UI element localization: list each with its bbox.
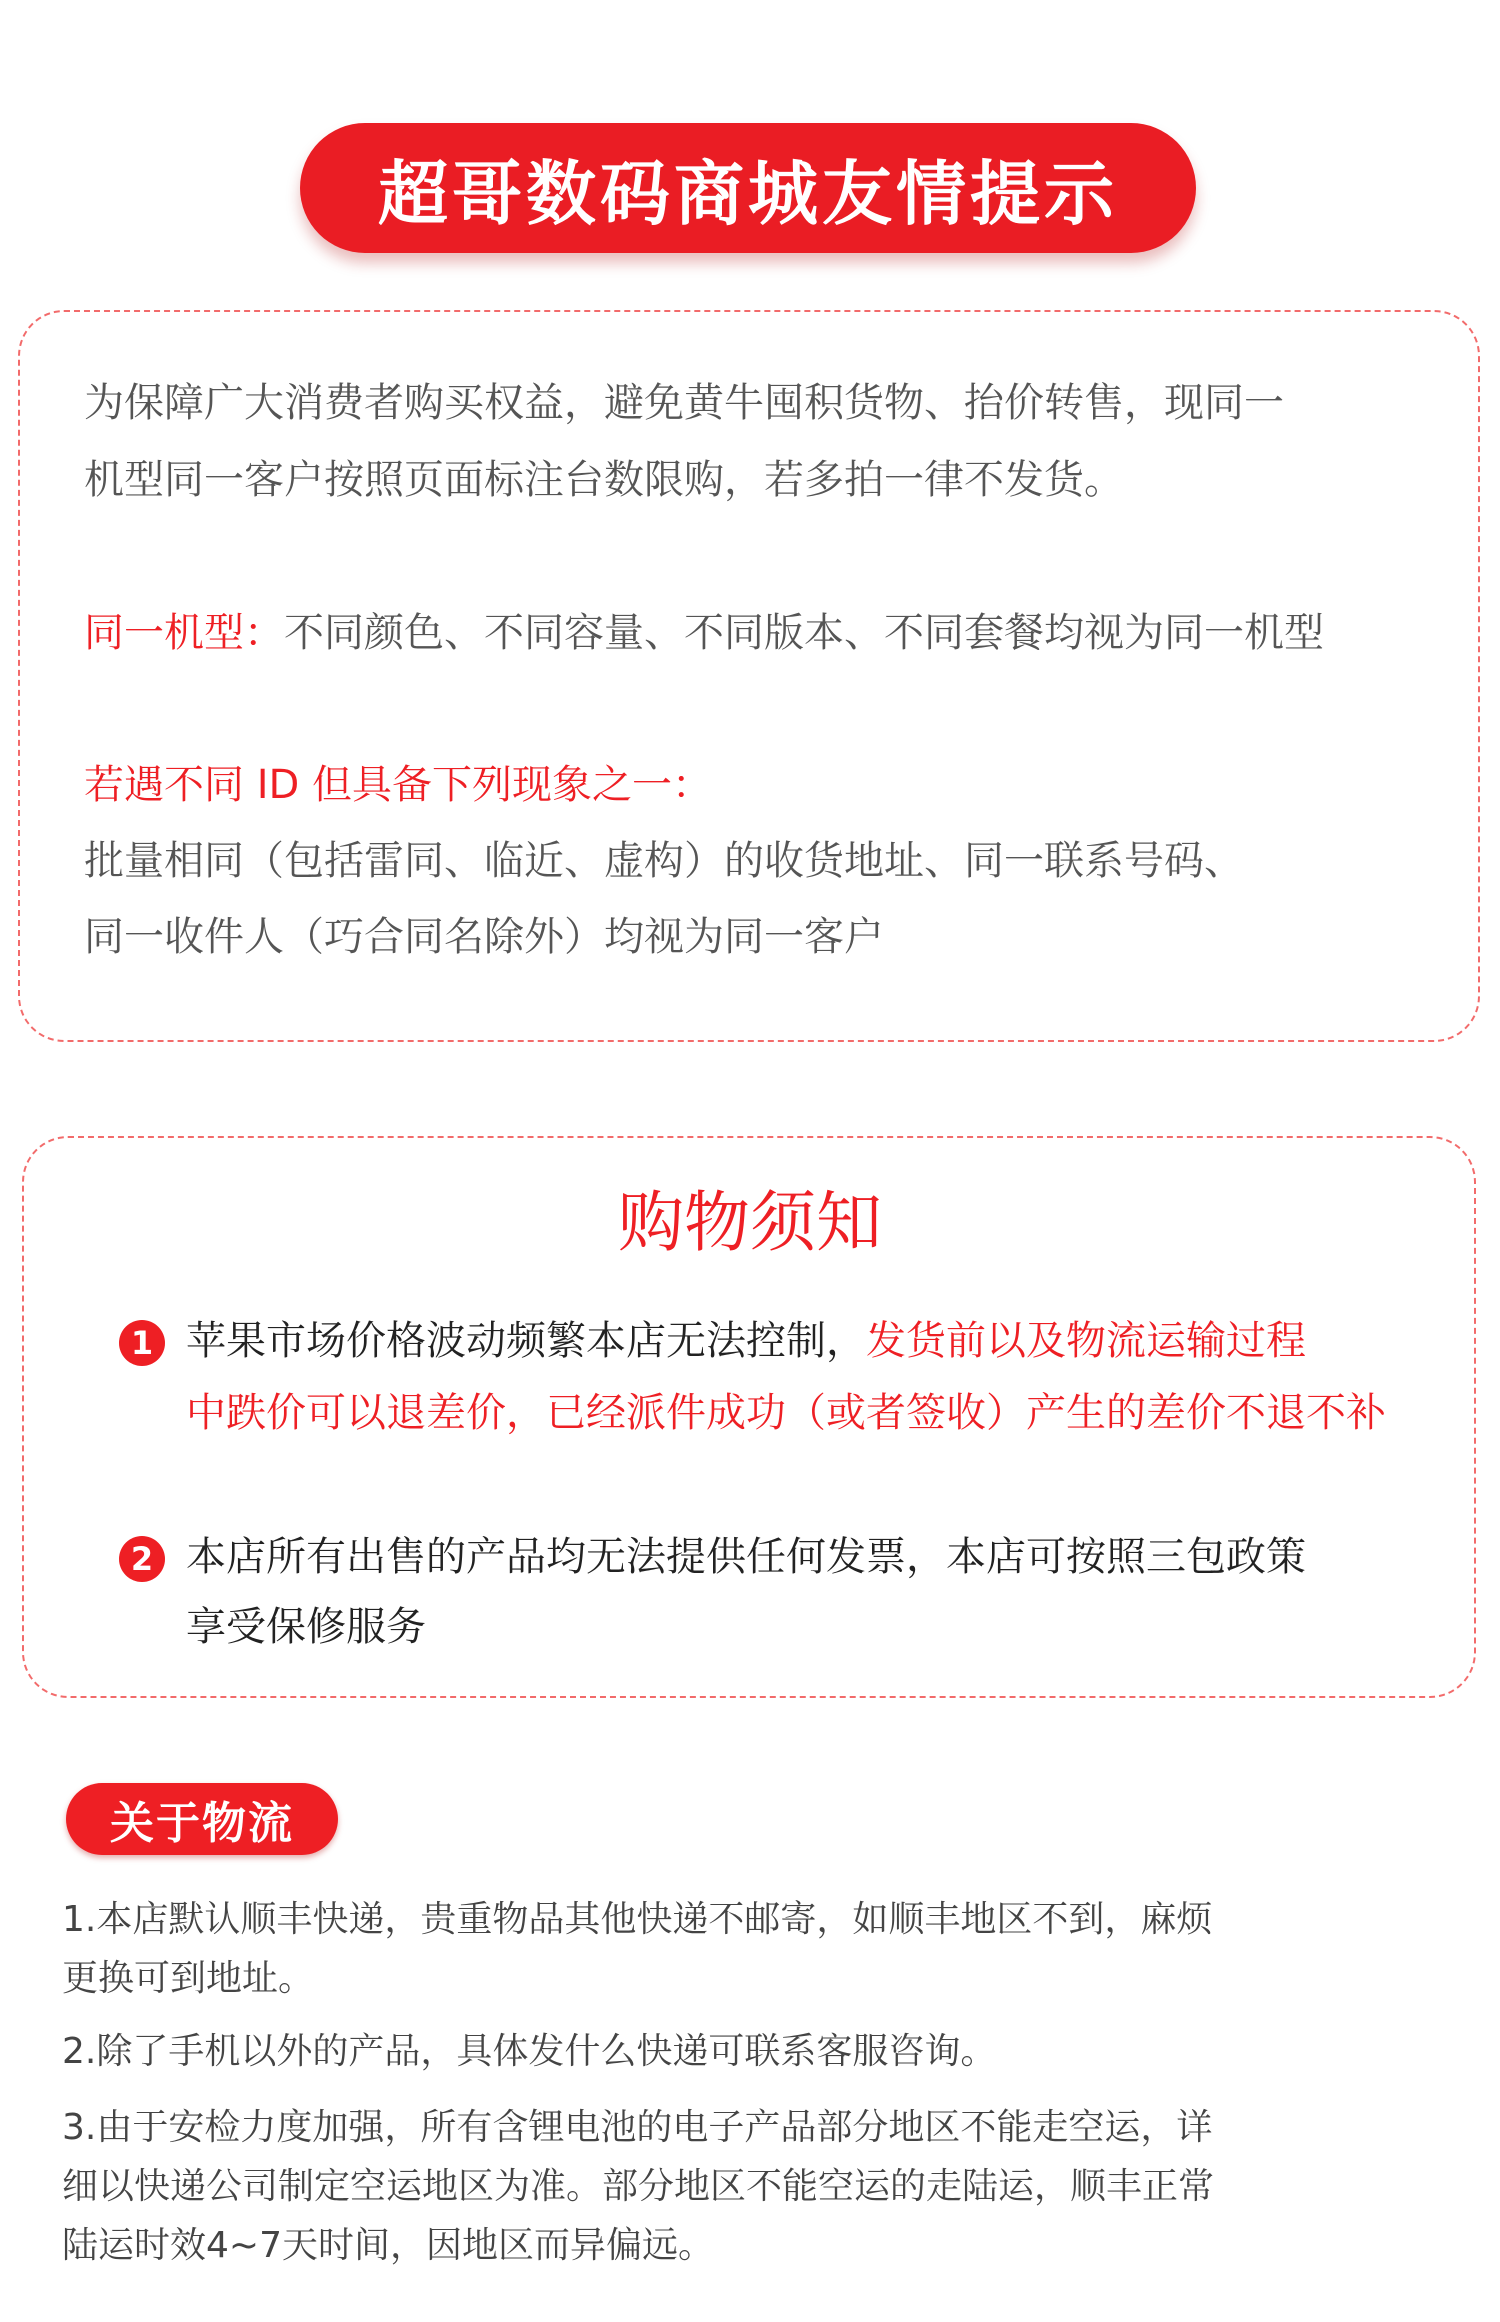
- shopping-item-1-red: 发货前以及物流运输过程: [866, 1318, 1306, 1364]
- number-badge-1: 1: [119, 1320, 165, 1366]
- logistics-line-6: 陆运时效4~7天时间，因地区而异偏远。: [62, 2225, 714, 2266]
- logistics-line-5: 细以快递公司制定空运地区为准。部分地区不能空运的走陆运，顺丰正常: [62, 2166, 1215, 2207]
- logistics-line-4: 3.由于安检力度加强，所有含锂电池的电子产品部分地区不能走空运，详: [62, 2107, 1213, 2148]
- diff-id-line2: 同一收件人（巧合同名除外）均视为同一客户: [84, 914, 884, 960]
- shopping-item-2-line1: 本店所有出售的产品均无法提供任何发票，本店可按照三包政策: [186, 1534, 1306, 1580]
- shopping-item-1-line1: [186, 1316, 1306, 1366]
- notice-para1-line2: 机型同一客户按照页面标注台数限购，若多拍一律不发货。: [84, 457, 1124, 503]
- notice-para1-line1: 为保障广大消费者购买权益，避免黄牛囤积货物、抬价转售，现同一: [84, 380, 1284, 426]
- same-model-text: 不同颜色、不同容量、不同版本、不同套餐均视为同一机型: [284, 610, 1324, 656]
- logistics-line-1: 1.本店默认顺丰快递，贵重物品其他快递不邮寄，如顺丰地区不到，麻烦: [62, 1899, 1213, 1940]
- same-model-row: [84, 608, 1324, 658]
- banner-title: 超哥数码商城友情提示: [378, 152, 1118, 235]
- shopping-item-1-black: 苹果市场价格波动频繁本店无法控制，: [186, 1318, 866, 1364]
- same-model-label: 同一机型：: [84, 610, 284, 656]
- diff-id-line1: 批量相同（包括雷同、临近、虚构）的收货地址、同一联系号码、: [84, 838, 1244, 884]
- logistics-pill: [66, 1783, 338, 1855]
- logistics-title: 关于物流: [110, 1798, 294, 1849]
- logistics-line-3: 2.除了手机以外的产品，具体发什么快递可联系客服咨询。: [62, 2031, 997, 2072]
- logistics-line-2: 更换可到地址。: [62, 1958, 315, 1999]
- shopping-item-1-line2: 中跌价可以退差价，已经派件成功（或者签收）产生的差价不退不补: [186, 1390, 1386, 1436]
- diff-id-label: 若遇不同 ID 但具备下列现象之一：: [84, 762, 713, 808]
- title-banner: [300, 123, 1196, 253]
- number-badge-2: 2: [119, 1536, 165, 1582]
- shopping-title: 购物须知: [618, 1184, 882, 1261]
- shopping-item-2-line2: 享受保修服务: [186, 1604, 426, 1650]
